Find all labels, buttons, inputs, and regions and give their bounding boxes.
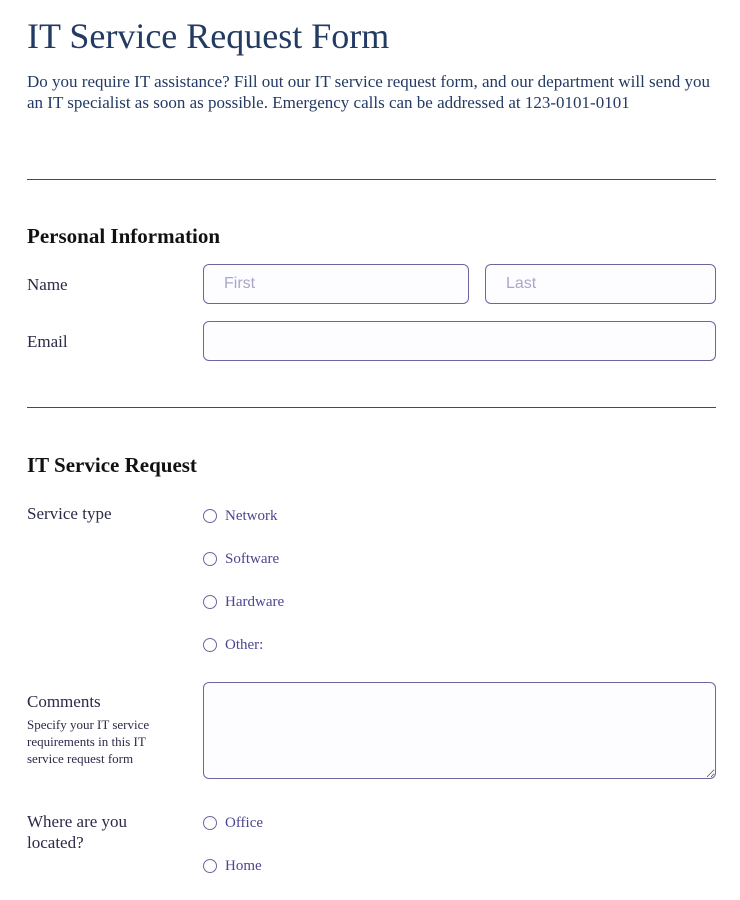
email-input[interactable]	[203, 321, 716, 361]
service-type-option-hardware[interactable]	[203, 592, 284, 612]
name-label: Name	[27, 275, 68, 294]
option-label: Hardware	[225, 594, 285, 610]
service-type-option-network[interactable]	[203, 506, 278, 526]
page-title: IT Service Request Form	[27, 16, 390, 56]
service-type-option-other[interactable]	[203, 635, 263, 655]
form-description: Do you require IT assistance? Fill out our IT service request form, and our department will send you an IT specialist as soon as possible. Emergency calls can be addressed at 123-0101-0101	[27, 72, 710, 112]
service-type-option-software[interactable]	[203, 549, 279, 569]
option-label: Home	[225, 858, 262, 874]
option-label: Other:	[225, 637, 264, 653]
location-option-office[interactable]	[203, 813, 263, 833]
comments-textarea[interactable]	[203, 682, 716, 779]
service-type-label: Service type	[27, 504, 112, 523]
radio-button-icon[interactable]	[203, 638, 217, 652]
option-label: Office	[225, 815, 264, 831]
radio-button-icon[interactable]	[203, 816, 217, 830]
radio-button-icon[interactable]	[203, 552, 217, 566]
comments-help-text: Specify your IT service requirements in this IT service request form	[27, 717, 150, 766]
location-label: Where are you located?	[27, 812, 128, 852]
first-name-input[interactable]	[203, 264, 469, 304]
comments-label: Comments	[27, 692, 101, 711]
section-title-it-service-request: IT Service Request	[27, 453, 197, 477]
option-label: Network	[225, 508, 278, 524]
email-label: Email	[27, 332, 68, 351]
radio-button-icon[interactable]	[203, 859, 217, 873]
section-divider	[27, 407, 716, 408]
radio-button-icon[interactable]	[203, 509, 217, 523]
section-title-personal-information: Personal Information	[27, 224, 221, 248]
radio-button-icon[interactable]	[203, 595, 217, 609]
location-option-home[interactable]	[203, 856, 262, 876]
section-divider	[27, 179, 716, 180]
last-name-input[interactable]	[485, 264, 716, 304]
option-label: Software	[225, 551, 280, 567]
